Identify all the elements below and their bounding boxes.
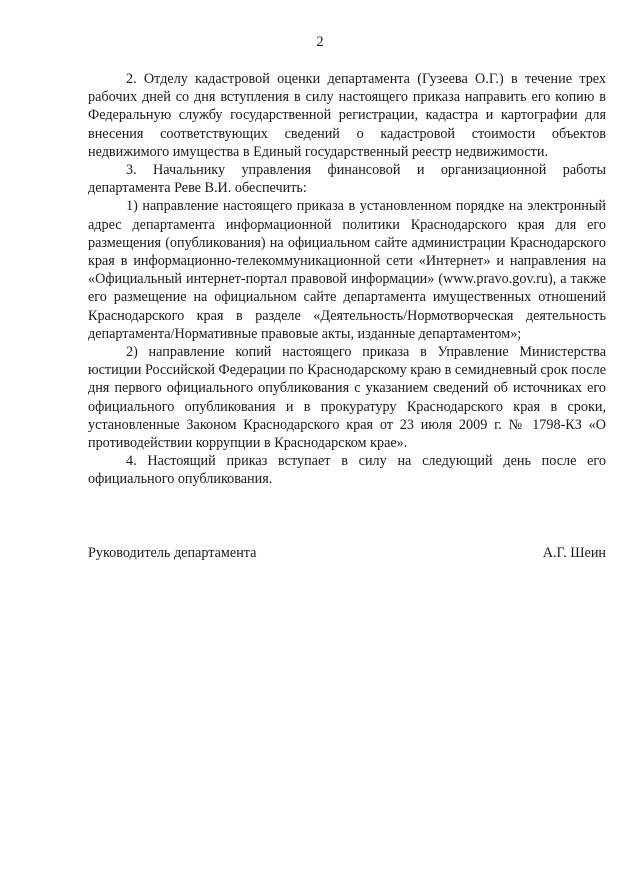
paragraph-item-4: 4. Настоящий приказ вступает в силу на следующий день после его официального опубликования. (88, 453, 606, 488)
paragraph-item-2: 2. Отделу кадастровой оценки департамента (Гузеева О.Г.) в течение трех рабочих дней со дня вступления в силу настоящего приказа направить его копию в Федеральную службу государственной регистрации, кадастра и картографии для внесения соответствующих сведений о кадастровой стоимости объектов недвижимого имущества в Единый государственный реестр недвижимости. (88, 71, 606, 160)
signer-position: Руководитель департамента (88, 545, 257, 561)
signature-block (88, 545, 606, 562)
page-number: 2 (316, 34, 324, 50)
paragraph-item-3: 3. Начальнику управления финансовой и организационной работы департамента Реве В.И. обеспечить: (88, 162, 606, 197)
paragraph-subitem-1: 1) направление настоящего приказа в установленном порядке на электронный адрес департамента информационной политики Краснодарского края для его размещения (опубликования) на официальном сайте администрации Краснодарского края в информационно-телекоммуникационной сети «Интернет» и направления на «Официальный интернет-портал правовой информации» (www.pravo.gov.ru), а также его размещение на официальном сайте департамента имущественных отношений Краснодарского края в разделе «Деятельность/Нормотворческая деятельность департамента/Нормативные правовые акты, изданные департаментом»; (88, 198, 606, 342)
paragraph-subitem-2: 2) направление копий настоящего приказа в Управление Министерства юстиции Российской Федерации по Краснодарскому краю в семидневный срок после дня первого официального опубликования с указанием сведений об источниках его официального опубликования и в прокуратуру Краснодарского края в сроки, установленные Законом Краснодарского края от 23 июля 2009 г. № 1798-КЗ «О противодействии коррупции в Краснодарском крае». (88, 344, 606, 452)
signer-name: А.Г. Шеин (542, 545, 606, 561)
document-body (88, 70, 606, 489)
